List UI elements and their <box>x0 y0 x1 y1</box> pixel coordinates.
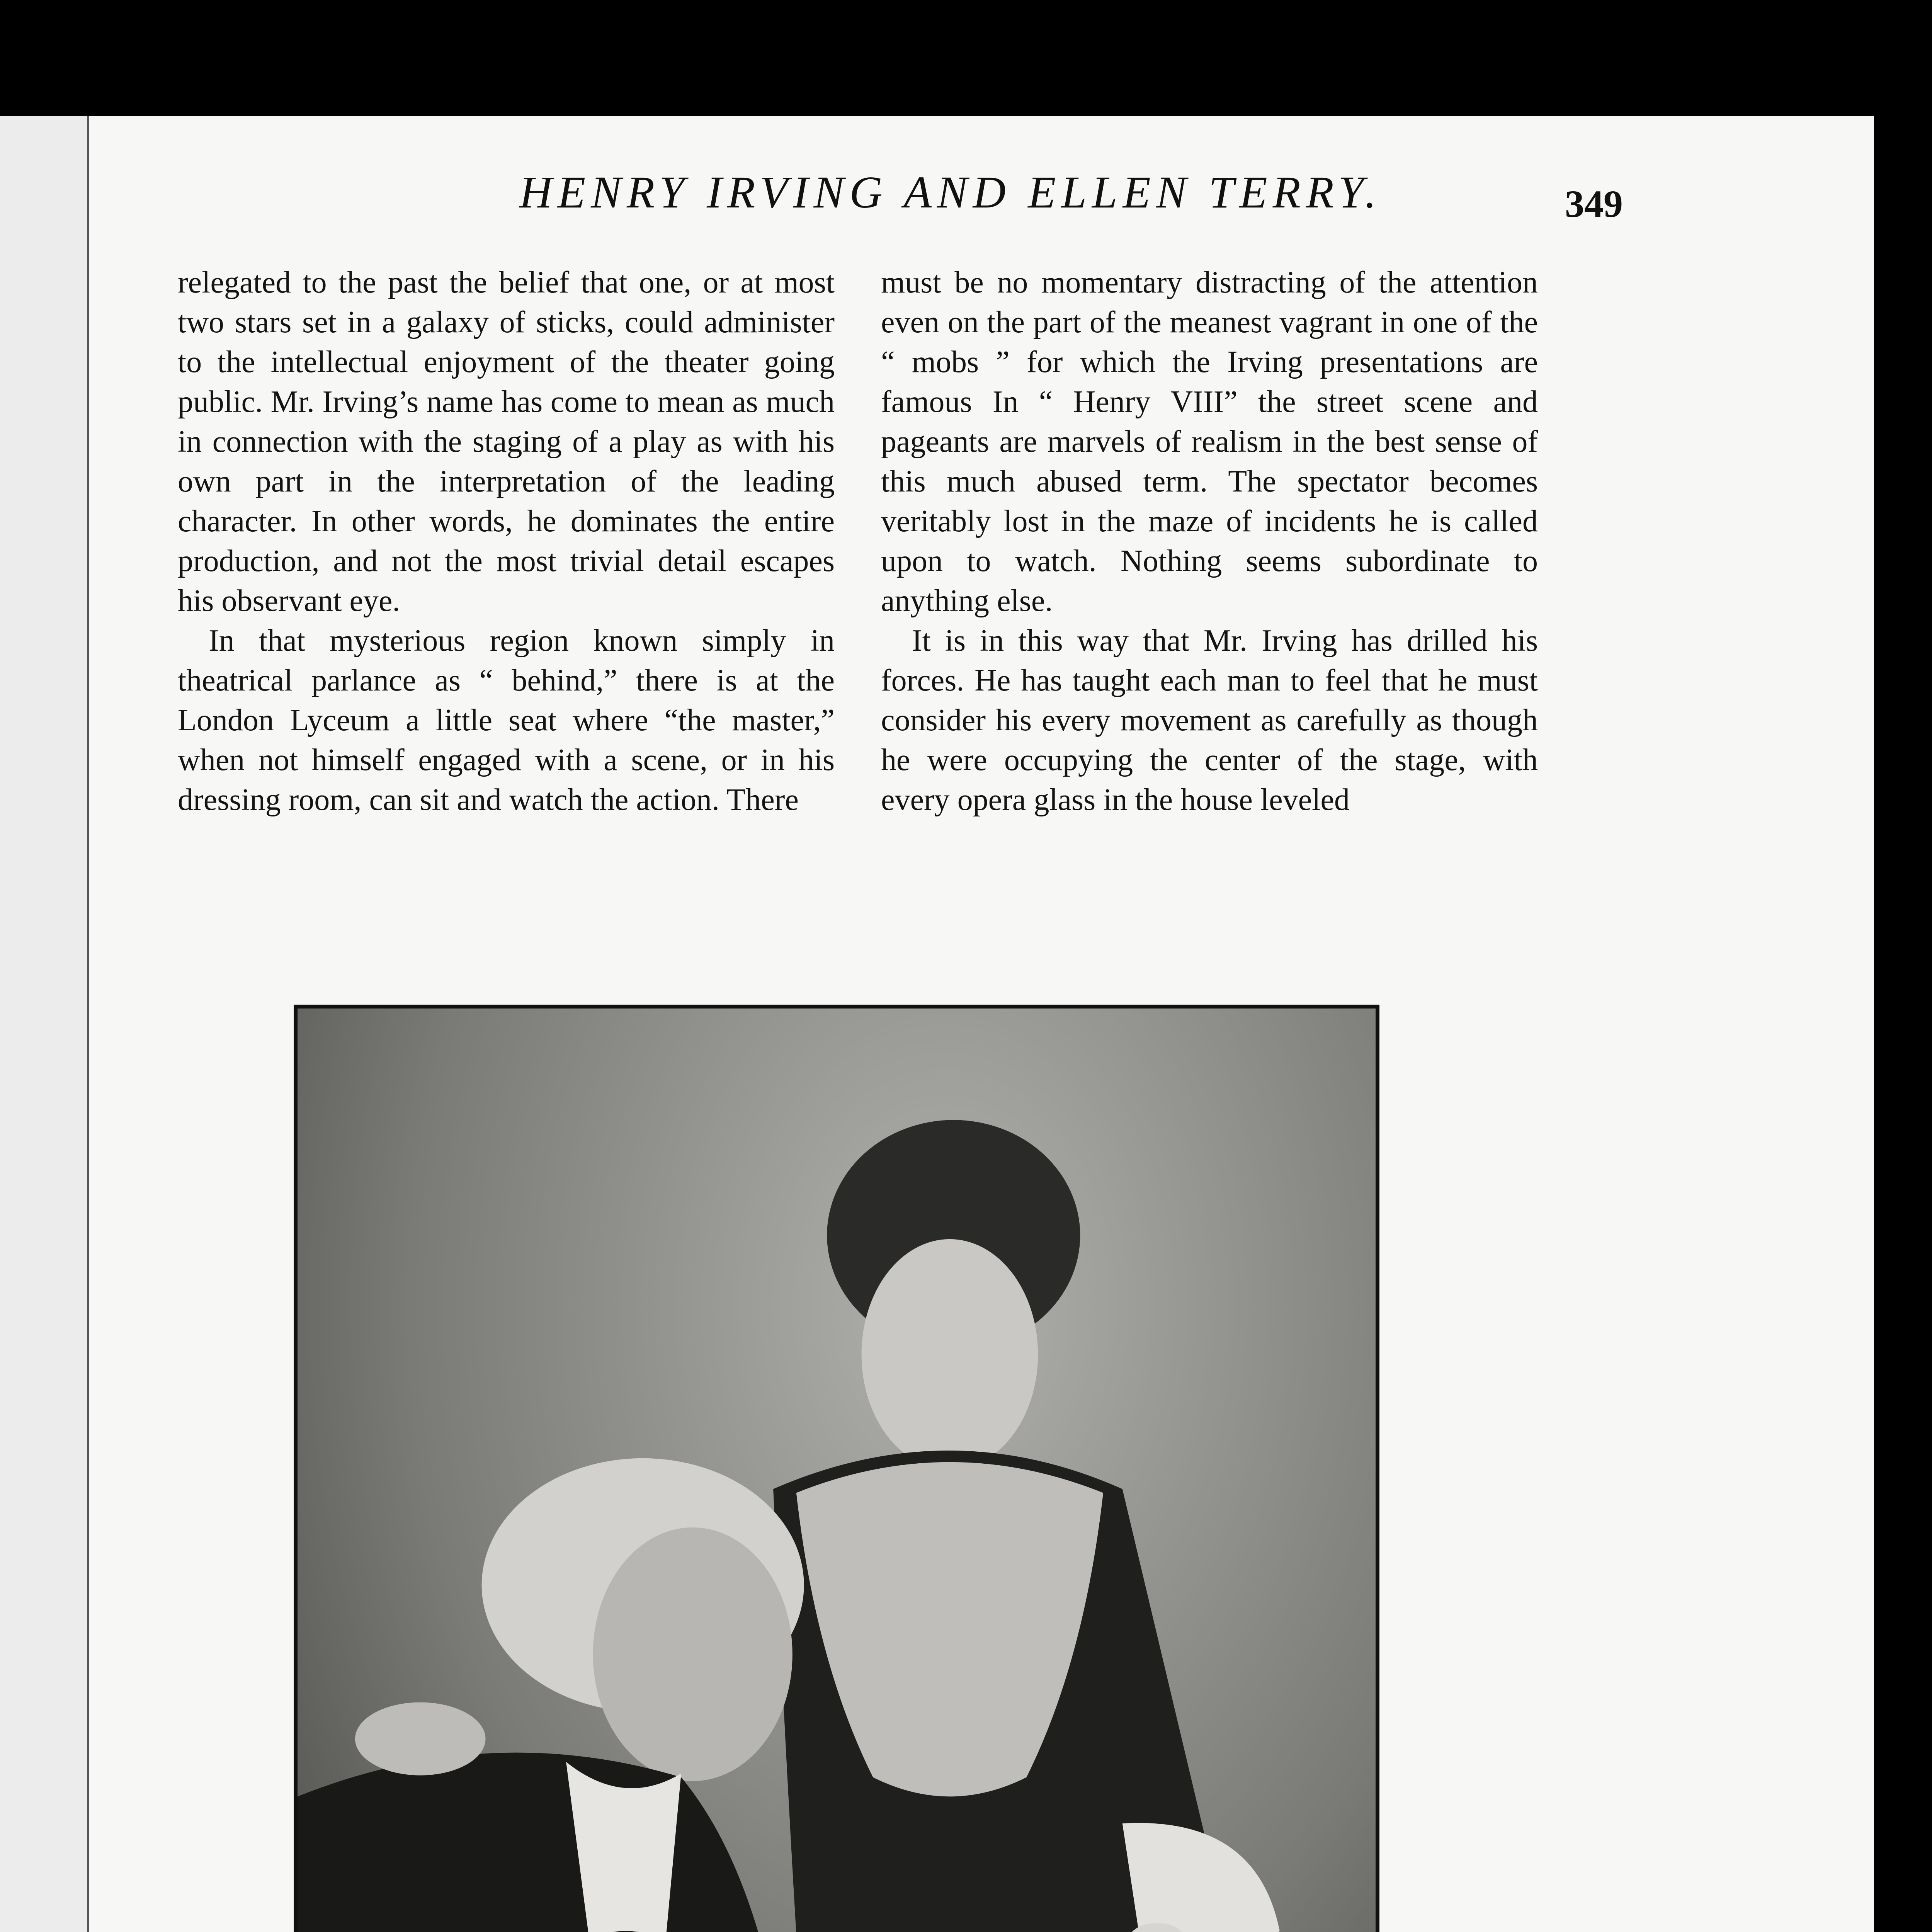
paragraph: In that mysterious region known simply in theatrical parlance as “ behind,” there is at the London Lyceum a little seat where “the master,” when not himself engaged with a scene, or in his dressing room, can sit and watch the action. There <box>178 624 835 817</box>
man-face <box>593 1527 793 1781</box>
paragraph: must be no momentary distracting of the attention even on the part of the meanest vagrant in one of the “ mobs ” for which the Irving presentations are famous In “ Henry VIII” the street scene and pageants are marvels of realism in the best sense of this much abused term. The spectator becomes veritably lost in the maze of incidents he is called upon to watch. Nothing seems subordinate to anything else. <box>881 265 1538 618</box>
facing-page-edge <box>0 116 91 1932</box>
running-title: HENRY IRVING AND ELLEN TERRY. <box>519 167 1382 218</box>
text-column-right <box>881 263 1538 820</box>
paragraph: relegated to the past the belief that one, or at most two stars set in a galaxy of sticks, could administer to the intellectual enjoyment of the theater going public. Mr. Irving’s name has come to mean as much in connection with the staging of a play as with his own part in the interpretation of the leading character. In other words, he dominates the entire production, and not the most trivial detail escapes his observant eye. <box>178 265 835 618</box>
portrait-photograph <box>294 1005 1379 1932</box>
hand-on-shoulder <box>355 1702 486 1776</box>
text-column-left <box>178 263 835 820</box>
woman-face <box>862 1239 1038 1470</box>
page-number: 349 <box>1565 182 1623 225</box>
photograph-illustration <box>298 1009 1376 1932</box>
paragraph: It is in this way that Mr. Irving has drilled his forces. He has taught each man to feel that he must consider his every movement as carefully as though he were occupying the center of the stage, with every opera glass in the house leveled <box>881 624 1538 817</box>
